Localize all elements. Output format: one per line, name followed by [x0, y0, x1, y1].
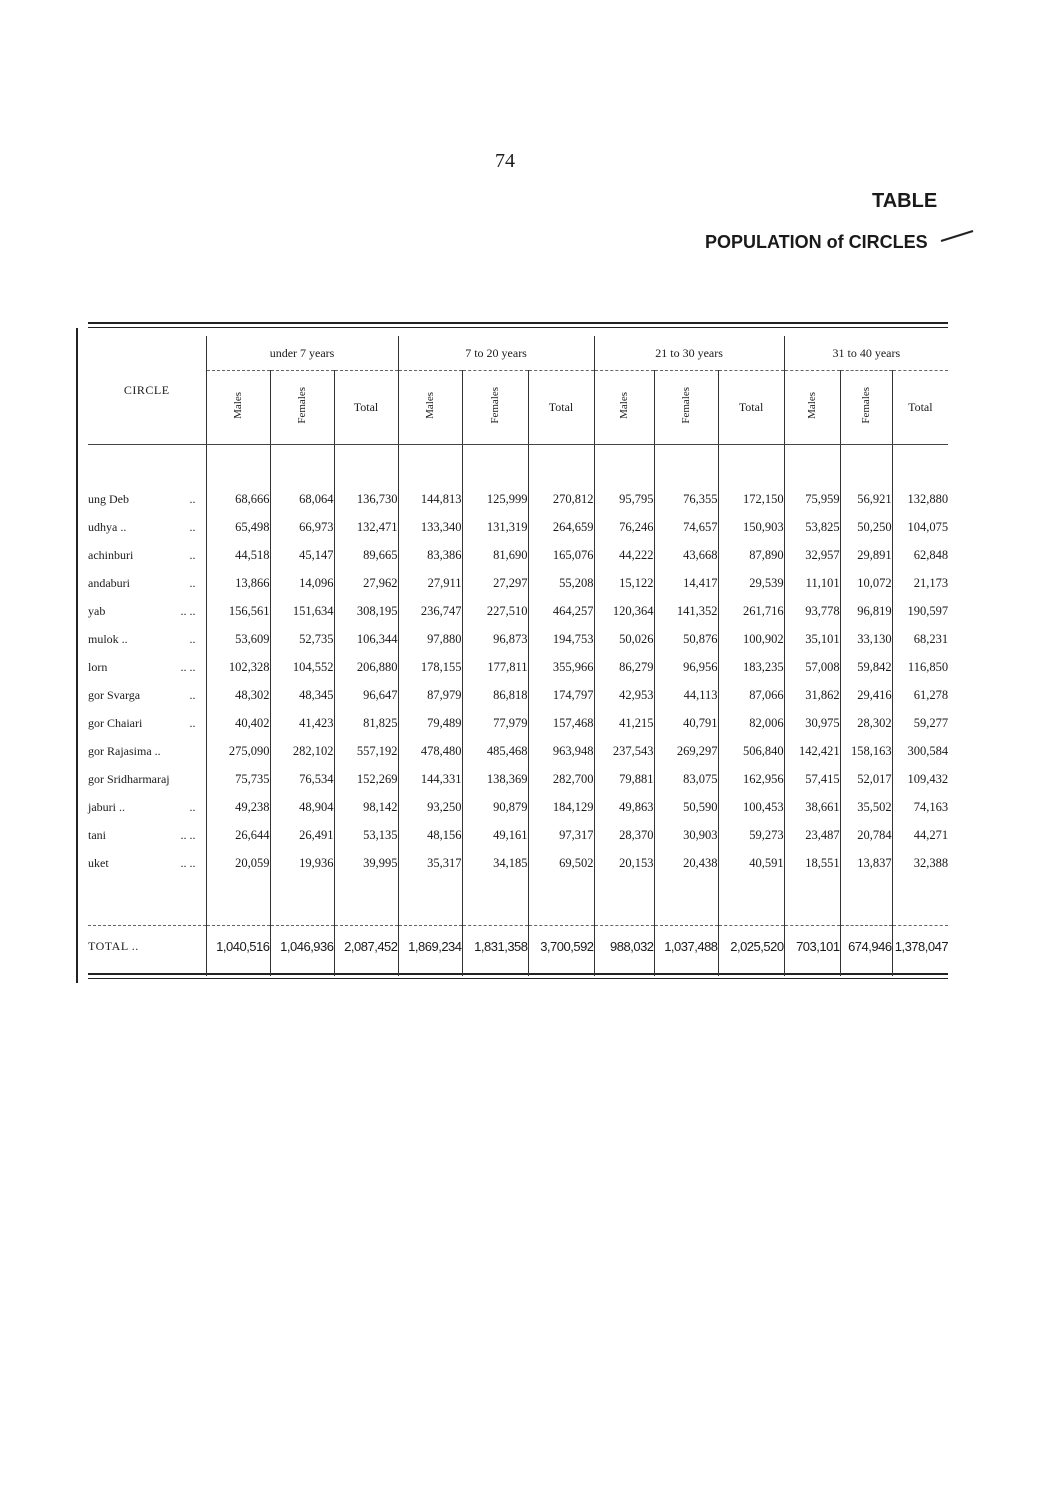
data-cell: 50,876 — [654, 625, 718, 653]
data-cell: 261,716 — [718, 597, 784, 625]
data-cell: 40,402 — [206, 709, 270, 737]
data-cell: 93,778 — [784, 597, 840, 625]
data-cell: 42,953 — [594, 681, 654, 709]
data-cell: 20,784 — [840, 821, 892, 849]
spacer-row — [88, 877, 948, 926]
table-row — [88, 569, 948, 597]
data-cell: 48,345 — [270, 681, 334, 709]
data-cell: 96,956 — [654, 653, 718, 681]
leader-dots: .. .. — [180, 659, 196, 674]
data-cell: 100,453 — [718, 793, 784, 821]
circle-name — [88, 793, 206, 821]
data-cell: 116,850 — [907, 659, 949, 674]
data-cell: 39,995 — [334, 849, 398, 877]
table-row — [88, 597, 948, 625]
data-cell: 156,561 — [206, 597, 270, 625]
data-cell: 50,590 — [654, 793, 718, 821]
data-cell: 21,173 — [913, 575, 949, 590]
data-cell: 65,498 — [206, 513, 270, 541]
left-border-rule — [76, 328, 78, 983]
data-cell: 34,185 — [462, 849, 528, 877]
subheader-males: Males — [784, 371, 840, 445]
data-cell: 68,666 — [206, 485, 270, 513]
total-cell: 703,101 — [784, 926, 840, 967]
data-cell: 131,319 — [462, 513, 528, 541]
circle-name-text: lorn — [88, 659, 108, 674]
data-cell: 66,973 — [270, 513, 334, 541]
data-cell: 48,156 — [398, 821, 462, 849]
data-cell: 48,904 — [270, 793, 334, 821]
group-header-21-to-30: 21 to 30 years — [594, 336, 784, 371]
data-cell: 74,163 — [913, 799, 949, 814]
data-cell: 506,840 — [718, 737, 784, 765]
data-cell: 59,277 — [913, 715, 949, 730]
total-cell: 2,025,520 — [718, 926, 784, 967]
table-row — [88, 513, 948, 541]
group-header-under-7: under 7 years — [206, 336, 398, 371]
data-cell: 52,735 — [270, 625, 334, 653]
data-cell: 162,956 — [718, 765, 784, 793]
data-cell: 81,690 — [462, 541, 528, 569]
data-cell: 190,597 — [907, 603, 949, 618]
data-cell: 282,102 — [270, 737, 334, 765]
circle-name — [88, 681, 206, 709]
data-cell: 26,644 — [206, 821, 270, 849]
circle-name — [88, 737, 206, 765]
total-label: TOTAL .. — [88, 926, 206, 967]
subheader-total: Total — [718, 371, 784, 445]
data-cell: 29,539 — [718, 569, 784, 597]
data-cell: 35,101 — [784, 625, 840, 653]
data-cell: 136,730 — [334, 485, 398, 513]
data-cell: 68,064 — [270, 485, 334, 513]
total-cell: 1,046,936 — [270, 926, 334, 967]
data-cell: 18,551 — [784, 849, 840, 877]
leader-dots: .. — [189, 687, 196, 702]
data-cell: 41,215 — [594, 709, 654, 737]
data-cell: 20,059 — [206, 849, 270, 877]
data-cell: 53,825 — [784, 513, 840, 541]
circle-name — [88, 709, 206, 737]
total-cell: 1,869,234 — [398, 926, 462, 967]
data-cell: 157,468 — [528, 709, 594, 737]
data-cell: 76,355 — [654, 485, 718, 513]
table-label: TABLE — [872, 190, 938, 212]
data-cell: 53,135 — [334, 821, 398, 849]
data-cell: 52,017 — [840, 765, 892, 793]
table-row — [88, 821, 948, 849]
leader-dots: .. — [189, 575, 196, 590]
data-cell: 57,008 — [784, 653, 840, 681]
data-cell: 50,250 — [840, 513, 892, 541]
data-cell: 87,890 — [718, 541, 784, 569]
data-cell: 76,246 — [594, 513, 654, 541]
circle-name-text: tani — [88, 827, 106, 842]
data-cell: 264,659 — [528, 513, 594, 541]
table-body — [88, 445, 948, 977]
leader-dots: .. — [189, 799, 196, 814]
total-cell: 1,040,516 — [206, 926, 270, 967]
total-cell: 674,946 — [840, 926, 892, 967]
table-row — [88, 737, 948, 765]
circle-name — [88, 541, 206, 569]
circle-name-text: ung Deb — [88, 491, 129, 506]
table-row — [88, 653, 948, 681]
data-cell: 227,510 — [462, 597, 528, 625]
subheader-total: Total — [892, 371, 948, 445]
data-cell: 61,278 — [913, 687, 949, 702]
circle-name-text: gor Sridharmaraj — [88, 771, 170, 786]
data-cell: 270,812 — [528, 485, 594, 513]
data-cell: 96,647 — [334, 681, 398, 709]
table-row — [88, 541, 948, 569]
circle-name — [88, 821, 206, 849]
data-cell: 81,825 — [334, 709, 398, 737]
data-cell: 44,518 — [206, 541, 270, 569]
subheader-total: Total — [528, 371, 594, 445]
data-cell: 35,502 — [840, 793, 892, 821]
table-row — [88, 625, 948, 653]
spacer-row — [88, 966, 948, 976]
data-cell: 282,700 — [528, 765, 594, 793]
data-cell: 13,866 — [206, 569, 270, 597]
data-cell: 93,250 — [398, 793, 462, 821]
leader-dots: .. .. — [180, 855, 196, 870]
data-cell: 19,936 — [270, 849, 334, 877]
data-cell: 50,026 — [594, 625, 654, 653]
data-cell: 75,959 — [784, 485, 840, 513]
data-cell: 86,818 — [462, 681, 528, 709]
data-cell: 56,921 — [840, 485, 892, 513]
bottom-border-rule-thin — [88, 978, 948, 979]
circle-name-text: andaburi — [88, 575, 130, 590]
table-row — [88, 709, 948, 737]
data-cell: 45,147 — [270, 541, 334, 569]
data-cell: 55,208 — [528, 569, 594, 597]
page-number: 74 — [495, 150, 515, 172]
subheader-females: Females — [654, 371, 718, 445]
data-cell: 237,543 — [594, 737, 654, 765]
data-cell: 74,657 — [654, 513, 718, 541]
table-row — [88, 765, 948, 793]
total-cell: 1,037,488 — [654, 926, 718, 967]
table-row — [88, 849, 948, 877]
leader-dots: .. — [189, 715, 196, 730]
data-cell: 57,415 — [784, 765, 840, 793]
data-cell: 59,273 — [718, 821, 784, 849]
data-cell: 557,192 — [334, 737, 398, 765]
total-cell: 1,378,047 — [894, 938, 949, 954]
data-cell: 41,423 — [270, 709, 334, 737]
population-table — [88, 336, 948, 976]
data-cell: 20,438 — [654, 849, 718, 877]
data-cell: 963,948 — [528, 737, 594, 765]
group-header-31-to-40: 31 to 40 years — [784, 336, 948, 371]
data-cell: 151,634 — [270, 597, 334, 625]
data-cell: 138,369 — [462, 765, 528, 793]
data-cell: 132,471 — [334, 513, 398, 541]
table-row — [88, 681, 948, 709]
data-cell: 26,491 — [270, 821, 334, 849]
data-cell: 158,163 — [840, 737, 892, 765]
data-cell: 44,113 — [654, 681, 718, 709]
total-cell: 988,032 — [594, 926, 654, 967]
data-cell: 355,966 — [528, 653, 594, 681]
data-cell: 102,328 — [206, 653, 270, 681]
data-cell: 69,502 — [528, 849, 594, 877]
data-cell: 30,903 — [654, 821, 718, 849]
data-cell: 485,468 — [462, 737, 528, 765]
total-cell: 1,831,358 — [462, 926, 528, 967]
subheader-males: Males — [206, 371, 270, 445]
data-cell: 178,155 — [398, 653, 462, 681]
data-cell: 27,962 — [334, 569, 398, 597]
leader-dots: .. — [189, 547, 196, 562]
data-cell: 141,352 — [654, 597, 718, 625]
data-cell: 125,999 — [462, 485, 528, 513]
data-cell: 48,302 — [206, 681, 270, 709]
subheader-females: Females — [840, 371, 892, 445]
data-cell: 133,340 — [398, 513, 462, 541]
data-cell: 308,195 — [334, 597, 398, 625]
data-cell: 206,880 — [334, 653, 398, 681]
circle-name — [88, 653, 206, 681]
circle-name-text: mulok .. — [88, 631, 128, 646]
data-cell: 28,302 — [840, 709, 892, 737]
data-cell: 29,416 — [840, 681, 892, 709]
data-cell: 87,979 — [398, 681, 462, 709]
data-cell: 104,075 — [907, 519, 949, 534]
data-cell: 49,863 — [594, 793, 654, 821]
data-cell: 89,665 — [334, 541, 398, 569]
data-cell: 87,066 — [718, 681, 784, 709]
data-cell: 62,848 — [913, 547, 949, 562]
table-title: POPULATION of CIRCLES — [705, 232, 928, 252]
data-cell: 27,297 — [462, 569, 528, 597]
data-cell: 172,150 — [718, 485, 784, 513]
data-cell: 106,344 — [334, 625, 398, 653]
data-cell: 68,231 — [913, 631, 949, 646]
data-cell: 33,130 — [840, 625, 892, 653]
data-cell: 75,735 — [206, 765, 270, 793]
circle-name — [88, 597, 206, 625]
data-cell: 194,753 — [528, 625, 594, 653]
data-cell: 97,317 — [528, 821, 594, 849]
data-cell: 10,072 — [840, 569, 892, 597]
data-cell: 132,880 — [907, 491, 949, 506]
subheader-males: Males — [594, 371, 654, 445]
data-cell: 144,813 — [398, 485, 462, 513]
data-cell: 13,837 — [840, 849, 892, 877]
subheader-females: Females — [270, 371, 334, 445]
data-cell: 95,795 — [594, 485, 654, 513]
data-cell: 83,075 — [654, 765, 718, 793]
total-cell: 2,087,452 — [334, 926, 398, 967]
data-cell: 20,153 — [594, 849, 654, 877]
leader-dots: .. .. — [180, 827, 196, 842]
pen-stroke-mark — [940, 229, 974, 243]
data-cell: 464,257 — [528, 597, 594, 625]
data-cell: 300,584 — [907, 743, 949, 758]
data-cell: 96,873 — [462, 625, 528, 653]
circle-name-text: gor Rajasima .. — [88, 743, 161, 758]
data-cell: 14,096 — [270, 569, 334, 597]
data-cell: 183,235 — [718, 653, 784, 681]
data-cell: 43,668 — [654, 541, 718, 569]
data-cell: 31,862 — [784, 681, 840, 709]
data-cell: 109,432 — [907, 771, 949, 786]
data-cell: 28,370 — [594, 821, 654, 849]
data-cell: 269,297 — [654, 737, 718, 765]
data-cell: 236,747 — [398, 597, 462, 625]
data-cell: 79,489 — [398, 709, 462, 737]
circle-name-text: achinburi — [88, 547, 134, 562]
data-cell: 478,480 — [398, 737, 462, 765]
leader-dots: .. .. — [180, 603, 196, 618]
leader-dots: .. — [189, 491, 196, 506]
subheader-total: Total — [334, 371, 398, 445]
data-cell: 53,609 — [206, 625, 270, 653]
data-cell: 150,903 — [718, 513, 784, 541]
circle-name-text: udhya .. — [88, 519, 127, 534]
data-cell: 177,811 — [462, 653, 528, 681]
leader-dots: .. — [189, 519, 196, 534]
data-cell: 165,076 — [528, 541, 594, 569]
circle-name — [88, 625, 206, 653]
data-cell: 76,534 — [270, 765, 334, 793]
data-cell: 49,238 — [206, 793, 270, 821]
top-border-rule-thin — [88, 327, 948, 328]
data-cell: 14,417 — [654, 569, 718, 597]
data-cell: 40,591 — [718, 849, 784, 877]
data-cell: 32,957 — [784, 541, 840, 569]
circle-name — [88, 849, 206, 877]
data-cell: 96,819 — [840, 597, 892, 625]
data-cell: 32,388 — [913, 855, 949, 870]
data-cell: 275,090 — [206, 737, 270, 765]
data-cell: 44,271 — [913, 827, 949, 842]
data-cell: 29,891 — [840, 541, 892, 569]
circle-name — [88, 569, 206, 597]
data-cell: 144,331 — [398, 765, 462, 793]
data-cell: 59,842 — [840, 653, 892, 681]
data-cell: 15,122 — [594, 569, 654, 597]
subheader-males: Males — [398, 371, 462, 445]
top-border-rule — [88, 322, 948, 324]
data-cell: 100,902 — [718, 625, 784, 653]
data-cell: 40,791 — [654, 709, 718, 737]
spacer-row — [88, 445, 948, 486]
circle-name-text: gor Chaiari — [88, 715, 143, 730]
data-cell: 97,880 — [398, 625, 462, 653]
data-cell: 44,222 — [594, 541, 654, 569]
data-cell: 142,421 — [784, 737, 840, 765]
data-cell: 82,006 — [718, 709, 784, 737]
data-cell: 83,386 — [398, 541, 462, 569]
group-header-7-to-20: 7 to 20 years — [398, 336, 594, 371]
total-cell: 3,700,592 — [528, 926, 594, 967]
circle-name — [88, 485, 206, 513]
data-cell: 79,881 — [594, 765, 654, 793]
data-cell: 120,364 — [594, 597, 654, 625]
circle-name — [88, 765, 206, 793]
data-cell: 104,552 — [270, 653, 334, 681]
data-cell: 11,101 — [784, 569, 840, 597]
table-row — [88, 485, 948, 513]
data-cell: 90,879 — [462, 793, 528, 821]
leader-dots: .. — [189, 631, 196, 646]
data-cell: 184,129 — [528, 793, 594, 821]
data-cell: 49,161 — [462, 821, 528, 849]
data-cell: 27,911 — [398, 569, 462, 597]
circle-name-text: yab — [88, 603, 106, 618]
data-cell: 77,979 — [462, 709, 528, 737]
circle-name-text: uket — [88, 855, 109, 870]
subheader-females: Females — [462, 371, 528, 445]
data-cell: 174,797 — [528, 681, 594, 709]
data-cell: 98,142 — [334, 793, 398, 821]
data-cell: 30,975 — [784, 709, 840, 737]
circle-name — [88, 513, 206, 541]
circle-column-header: CIRCLE — [88, 336, 206, 445]
data-cell: 152,269 — [334, 765, 398, 793]
data-cell: 23,487 — [784, 821, 840, 849]
total-row — [88, 926, 948, 967]
data-cell: 86,279 — [594, 653, 654, 681]
data-cell: 35,317 — [398, 849, 462, 877]
table-row — [88, 793, 948, 821]
circle-name-text: gor Svarga — [88, 687, 141, 702]
circle-name-text: jaburi .. — [88, 799, 125, 814]
data-cell: 38,661 — [784, 793, 840, 821]
